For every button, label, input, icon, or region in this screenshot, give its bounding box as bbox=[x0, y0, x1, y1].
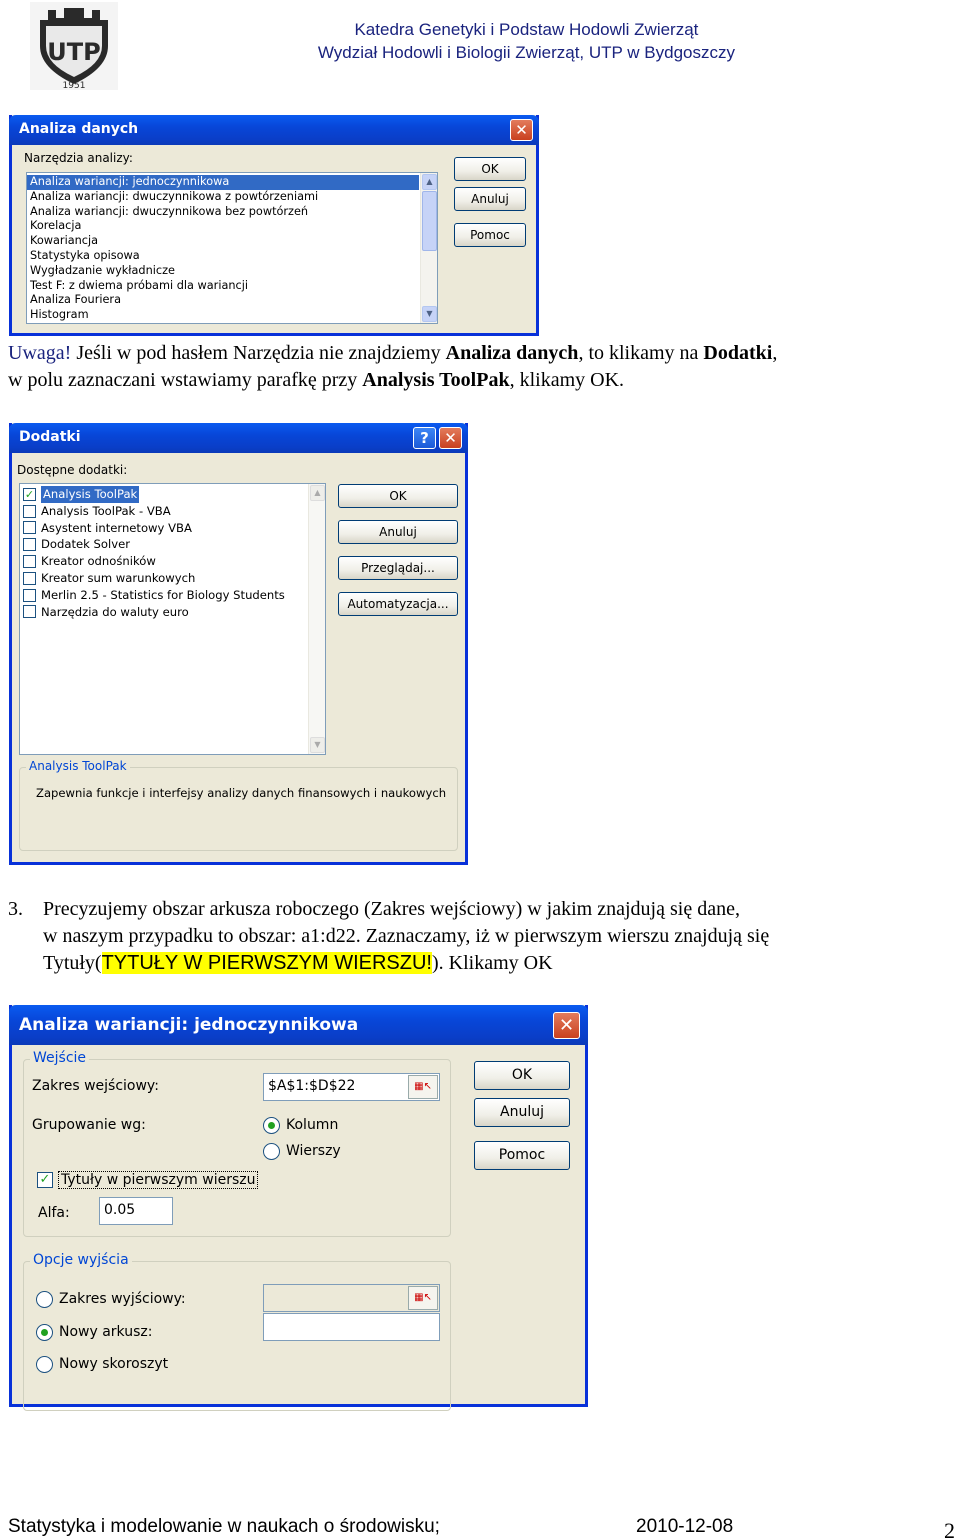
list-item[interactable]: Statystyka opisowa bbox=[30, 248, 140, 262]
new-workbook-radio[interactable] bbox=[36, 1356, 53, 1373]
logo-text: UTP bbox=[47, 38, 101, 66]
help-button[interactable]: Pomoc bbox=[474, 1141, 570, 1170]
scroll-up-icon[interactable]: ▲ bbox=[310, 485, 325, 501]
note-text-5: , klikamy OK. bbox=[509, 369, 625, 391]
dialog-title: Analiza wariancji: jednoczynnikowa bbox=[19, 1015, 359, 1035]
utp-logo bbox=[30, 2, 118, 90]
cancel-button[interactable]: Anuluj bbox=[474, 1098, 570, 1127]
note-text-1: Jeśli w pod hasłem Narzędzia nie znajdziemy bbox=[76, 342, 446, 364]
close-icon[interactable]: ✕ bbox=[510, 119, 533, 141]
output-range-field[interactable] bbox=[263, 1284, 440, 1312]
group-by-rows-radio[interactable] bbox=[263, 1143, 280, 1160]
group-title: Analysis ToolPak bbox=[26, 759, 130, 773]
input-range-label: Zakres wejściowy: bbox=[32, 1078, 159, 1094]
browse-button[interactable]: Przeglądaj... bbox=[338, 556, 458, 580]
automation-button[interactable]: Automatyzacja... bbox=[338, 592, 458, 616]
addin-label: Kreator sum warunkowych bbox=[41, 570, 196, 585]
titles-checkbox-label: Tytuły w pierwszym wierszu bbox=[58, 1171, 258, 1189]
analysis-tools-list[interactable] bbox=[26, 172, 438, 324]
addins-list[interactable] bbox=[19, 483, 326, 755]
list-item[interactable]: Analiza wariancji: dwuczynnikowa bez powtórzeń bbox=[30, 204, 309, 218]
addin-item[interactable] bbox=[20, 486, 307, 503]
note-paragraph-line2 bbox=[8, 367, 624, 394]
ok-button[interactable]: OK bbox=[338, 484, 458, 508]
scroll-up-icon[interactable]: ▲ bbox=[422, 174, 437, 190]
note-text-4: w polu zaznaczani wstawiamy parafkę przy bbox=[8, 369, 363, 391]
addin-item[interactable] bbox=[20, 520, 307, 537]
output-range-radio[interactable] bbox=[36, 1291, 53, 1308]
checkbox[interactable] bbox=[23, 505, 36, 518]
addins-label: Dostępne dodatki: bbox=[17, 463, 128, 477]
note-bold-2: Dodatki bbox=[703, 342, 773, 364]
titles-checkbox[interactable]: ✓ bbox=[37, 1172, 53, 1188]
dialog-title: Analiza danych bbox=[19, 121, 139, 137]
addin-description-group bbox=[19, 759, 458, 851]
checkbox[interactable] bbox=[23, 521, 36, 534]
new-sheet-label: Nowy arkusz: bbox=[59, 1324, 153, 1340]
step3-text-a: Tytuły( bbox=[43, 952, 102, 974]
ok-button[interactable]: OK bbox=[454, 157, 526, 181]
step3-line-2: w naszym przypadku to obszar: a1:d22. Zaznaczamy, iż w pierwszym wierszu znajdują się bbox=[43, 925, 770, 947]
group-title: Opcje wyjścia bbox=[30, 1252, 132, 1268]
addin-item[interactable] bbox=[20, 536, 307, 553]
help-button[interactable]: Pomoc bbox=[454, 223, 526, 247]
list-item[interactable]: Kowariancja bbox=[30, 234, 99, 248]
dialog-titlebar bbox=[9, 1005, 588, 1045]
anova-dialog bbox=[9, 1005, 588, 1407]
list-label: Narzędzia analizy: bbox=[24, 151, 133, 165]
note-text-3: , bbox=[772, 342, 778, 364]
step3-line-3 bbox=[43, 950, 553, 977]
list-item[interactable]: Test F: z dwiema próbami dla wariancji bbox=[30, 278, 249, 292]
note-text-2: , to klikamy na bbox=[578, 342, 704, 364]
checkbox[interactable] bbox=[23, 605, 36, 618]
dodatki-dialog bbox=[9, 423, 468, 865]
ok-button[interactable]: OK bbox=[474, 1061, 570, 1090]
header-line-2: Wydział Hodowli i Biologii Zwierząt, UTP w Bydgoszczy bbox=[317, 43, 735, 62]
checkbox[interactable] bbox=[23, 572, 36, 585]
step3-text-b: ). Klikamy OK bbox=[431, 952, 553, 974]
cancel-button[interactable]: Anuluj bbox=[454, 187, 526, 211]
logo-year: 1951 bbox=[62, 81, 86, 90]
addin-description: Zapewnia funkcje i interfejsy analizy danych finansowych i naukowych bbox=[36, 786, 447, 800]
list-item[interactable]: Analiza wariancji: jednoczynnikowa bbox=[27, 175, 419, 190]
new-workbook-label: Nowy skoroszyt bbox=[59, 1356, 169, 1372]
group-title: Wejście bbox=[30, 1050, 89, 1066]
range-select-icon[interactable]: ▦↖ bbox=[408, 1286, 438, 1310]
addin-label: Asystent internetowy VBA bbox=[41, 520, 192, 535]
help-icon[interactable]: ? bbox=[413, 427, 436, 449]
addin-label: Analysis ToolPak - VBA bbox=[41, 503, 171, 518]
checkbox[interactable] bbox=[23, 589, 36, 602]
addin-label: Narzędzia do waluty euro bbox=[41, 604, 189, 619]
page-header bbox=[318, 18, 735, 64]
group-by-columns-label: Kolumn bbox=[286, 1117, 339, 1133]
footer-date: 2010-12-08 bbox=[636, 1516, 734, 1537]
list-item[interactable]: Analiza Fouriera bbox=[30, 293, 121, 307]
alpha-label: Alfa: bbox=[38, 1205, 70, 1221]
analiza-danych-dialog bbox=[9, 115, 539, 336]
scroll-down-icon[interactable]: ▼ bbox=[422, 306, 437, 322]
dialog-titlebar bbox=[9, 423, 468, 453]
list-scrollbar[interactable] bbox=[420, 173, 437, 323]
range-select-icon[interactable]: ▦↖ bbox=[408, 1075, 438, 1099]
note-bold-1: Analiza danych bbox=[445, 342, 579, 364]
output-range-label: Zakres wyjściowy: bbox=[59, 1291, 186, 1307]
addin-item[interactable] bbox=[20, 570, 307, 587]
grouping-label: Grupowanie wg: bbox=[32, 1117, 146, 1133]
addin-label: Kreator odnośników bbox=[41, 554, 156, 569]
scroll-thumb[interactable] bbox=[422, 191, 437, 251]
new-sheet-radio[interactable] bbox=[36, 1324, 53, 1341]
step3-number: 3. bbox=[8, 898, 23, 920]
cancel-button[interactable]: Anuluj bbox=[338, 520, 458, 544]
checkbox[interactable] bbox=[23, 555, 36, 568]
list-item[interactable]: Histogram bbox=[30, 308, 89, 322]
note-paragraph bbox=[8, 340, 777, 367]
new-sheet-field[interactable] bbox=[263, 1313, 440, 1341]
footer-title: Statystyka i modelowanie w naukach o środowisku; bbox=[8, 1516, 440, 1537]
checkbox[interactable]: ✓ bbox=[24, 487, 35, 501]
close-icon[interactable]: ✕ bbox=[553, 1012, 580, 1039]
addin-item[interactable] bbox=[20, 503, 307, 520]
group-by-rows-label: Wierszy bbox=[286, 1143, 341, 1159]
list-scrollbar[interactable] bbox=[308, 484, 325, 754]
addin-item[interactable] bbox=[20, 604, 307, 621]
addin-item[interactable] bbox=[20, 587, 307, 604]
input-range-value: $A$1:$D$22 bbox=[268, 1078, 356, 1094]
close-icon[interactable]: ✕ bbox=[439, 427, 462, 449]
group-by-columns-radio[interactable] bbox=[263, 1117, 280, 1134]
step3-highlight: TYTUŁY W PIERWSZYM WIERSZU! bbox=[101, 952, 432, 974]
alpha-field[interactable] bbox=[99, 1197, 173, 1225]
input-range-field[interactable] bbox=[263, 1073, 440, 1101]
list-item[interactable]: Wygładzanie wykładnicze bbox=[30, 263, 175, 277]
list-item[interactable]: Analiza wariancji: dwuczynnikowa z powtórzeniami bbox=[30, 189, 319, 203]
addin-item[interactable] bbox=[20, 553, 307, 570]
addin-label: Merlin 2.5 - Statistics for Biology Students bbox=[41, 587, 285, 602]
header-line-1: Katedra Genetyki i Podstaw Hodowli Zwierząt bbox=[354, 20, 699, 39]
addin-label: Analysis ToolPak bbox=[43, 487, 138, 501]
dialog-titlebar bbox=[9, 115, 539, 145]
page-number: 2 bbox=[944, 1518, 955, 1540]
checkbox[interactable] bbox=[23, 538, 36, 551]
dialog-title: Dodatki bbox=[19, 429, 81, 445]
scroll-down-icon[interactable]: ▼ bbox=[310, 737, 325, 753]
note-warning: Uwaga! bbox=[8, 342, 77, 364]
alpha-value: 0.05 bbox=[104, 1202, 136, 1218]
list-item[interactable]: Korelacja bbox=[30, 219, 82, 233]
note-bold-3: Analysis ToolPak bbox=[362, 369, 510, 391]
step3-line-1: Precyzujemy obszar arkusza roboczego (Zakres wejściowy) w jakim znajdują się dane, bbox=[43, 898, 740, 920]
addin-label: Dodatek Solver bbox=[41, 537, 130, 552]
